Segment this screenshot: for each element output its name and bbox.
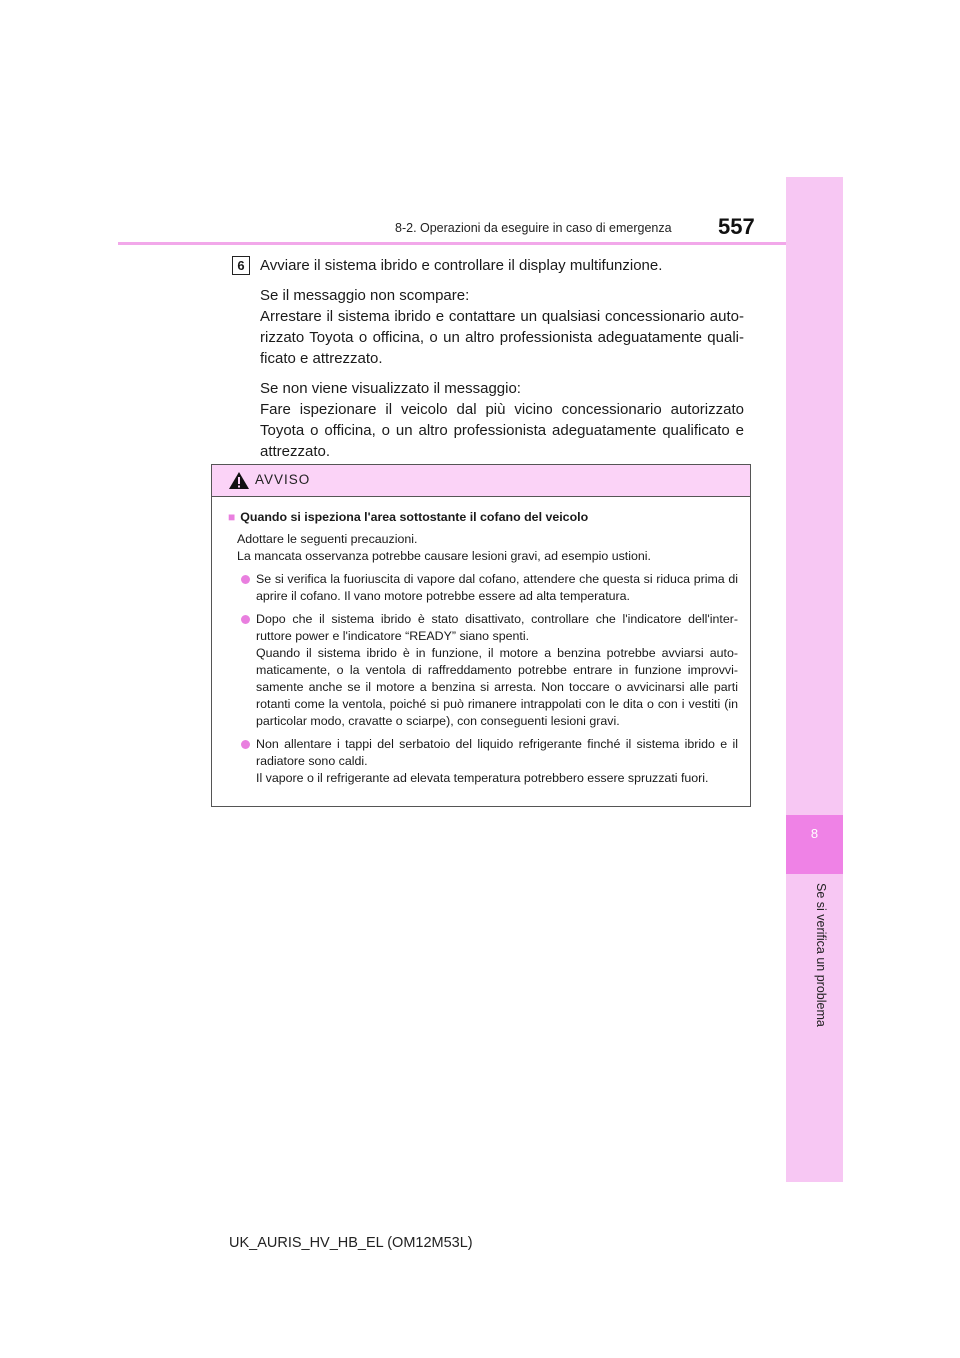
warning-body bbox=[212, 497, 750, 787]
chapter-number: 8 bbox=[810, 826, 819, 841]
section-title: 8-2. Operazioni da eseguire in caso di emergenza bbox=[395, 221, 672, 235]
warning-box bbox=[211, 464, 751, 807]
warning-heading bbox=[228, 509, 742, 526]
case2-title: Se non viene visualizzato il messaggio: bbox=[260, 380, 521, 397]
warning-item-text: Quando il sistema ibrido è in funzione, il motore a benzina potrebbe avviarsi auto- maticamente, o la ventola di raffreddamento potrebbe entrare in funzione improvvi- samente anche se il motore a benzina si arresta. Non toccare o avvicinarsi alle parti rotanti come la ventola, poiché si può rimanere intrappolati con le dita o con i vestiti (in particolar modo, cravatte o sciarpe), con conseguenti lesioni gravi. bbox=[256, 646, 738, 728]
warning-list-item bbox=[228, 611, 742, 730]
step-content bbox=[260, 255, 744, 462]
warning-header bbox=[212, 465, 750, 497]
header-divider bbox=[118, 242, 786, 245]
step-instruction: Avviare il sistema ibrido e controllare il display multifunzione. bbox=[260, 257, 663, 274]
circle-bullet-icon bbox=[241, 615, 250, 624]
case2-text: Fare ispezionare il veicolo dal più vicino concessionario autorizzato Toyota o officina, o un altro professionista adeguatamente qualificato e attrezzato. bbox=[260, 401, 744, 460]
case1-text: Arrestare il sistema ibrido e contattare un qualsiasi concessionario auto- rizzato Toyota o officina, o un altro professionista adeguatamente quali- ficato e attrezzato. bbox=[260, 308, 744, 367]
square-bullet-icon: ■ bbox=[228, 510, 236, 524]
circle-bullet-icon bbox=[241, 575, 250, 584]
warning-heading-text: Quando si ispeziona l'area sottostante il cofano del veicolo bbox=[240, 510, 589, 524]
chapter-side-strip bbox=[786, 177, 843, 1182]
warning-list-item bbox=[228, 736, 742, 787]
warning-item-text: Non allentare i tappi del serbatoio del liquido refrigerante finché il sistema ibrido e il radiatore sono caldi. bbox=[256, 737, 738, 768]
document-code: UK_AURIS_HV_HB_EL (OM12M53L) bbox=[229, 1235, 473, 1251]
chapter-tab bbox=[786, 815, 843, 874]
page-number: 557 bbox=[718, 214, 755, 239]
warning-intro bbox=[228, 531, 742, 565]
warning-title: AVVISO bbox=[255, 472, 311, 487]
warning-item-text: Il vapore o il refrigerante ad elevata temperatura potrebbero essere spruzzati fuori. bbox=[256, 771, 709, 785]
step-number-badge: 6 bbox=[232, 256, 250, 275]
circle-bullet-icon bbox=[241, 740, 250, 749]
warning-intro-line: La mancata osservanza potrebbe causare lesioni gravi, ad esempio ustioni. bbox=[237, 549, 651, 563]
warning-list-item bbox=[228, 571, 742, 605]
chapter-label: Se si verifica un problema bbox=[814, 883, 828, 1027]
warning-item-text: Dopo che il sistema ibrido è stato disattivato, controllare che l'indicatore dell'inter- ruttore power e l'indicatore “READY” siano spenti. bbox=[256, 612, 738, 643]
warning-item-text: Se si verifica la fuoriuscita di vapore dal cofano, attendere che questa si riduca prima di aprire il cofano. Il vano motore potrebbe essere ad alta temperatura. bbox=[256, 572, 738, 603]
case1-title: Se il messaggio non scompare: bbox=[260, 287, 470, 304]
warning-triangle-icon bbox=[228, 471, 250, 495]
warning-intro-line: Adottare le seguenti precauzioni. bbox=[237, 532, 418, 546]
